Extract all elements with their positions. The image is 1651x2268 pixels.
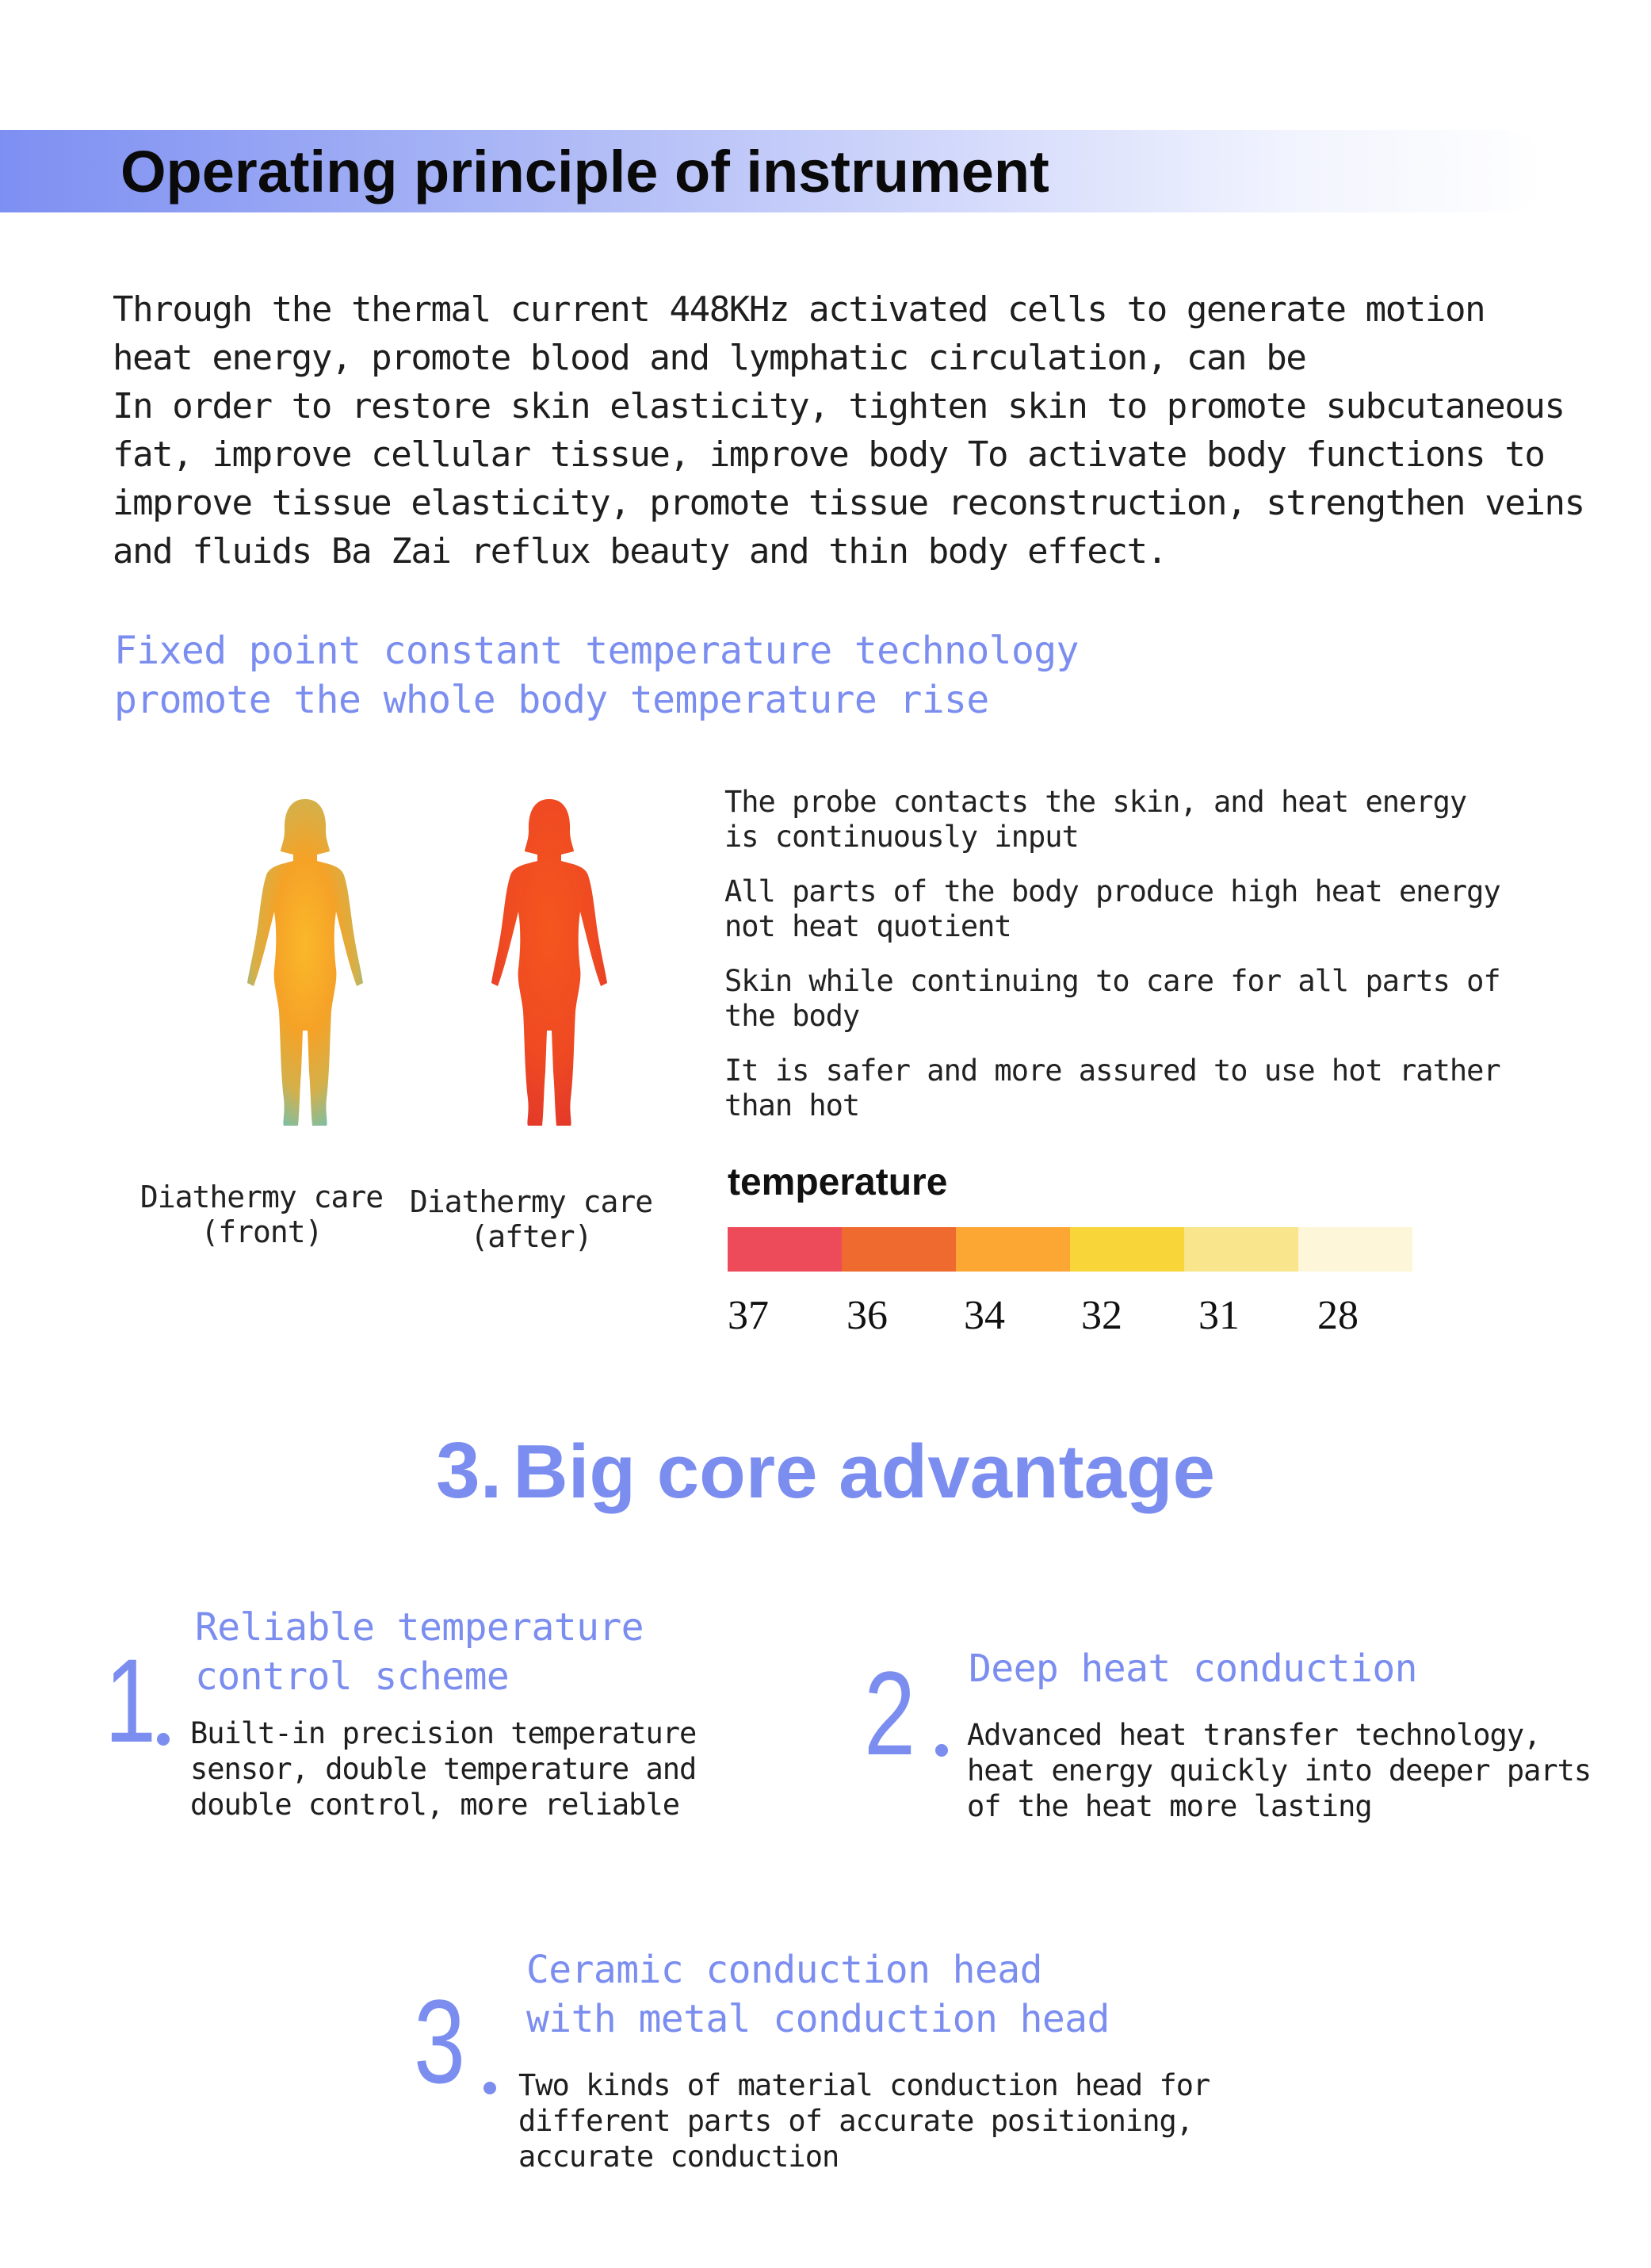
advantage-body xyxy=(967,1717,1591,1824)
core-advantage-heading xyxy=(0,1425,1651,1516)
temperature-value: 36 xyxy=(847,1293,888,1338)
subheading-line: Fixed point constant temperature technology xyxy=(114,629,1079,673)
advantage-body-line: Advanced heat transfer technology, xyxy=(967,1718,1541,1752)
advantage-title-line: Ceramic conduction head xyxy=(526,1948,1042,1992)
temperature-segment xyxy=(956,1227,1070,1272)
body-figure-after xyxy=(458,793,640,1134)
advantage-body-line: accurate conduction xyxy=(518,2140,839,2174)
advantage-title xyxy=(526,1945,1110,2044)
temperature-segment xyxy=(1184,1227,1298,1272)
advantage-body-line: heat energy quickly into deeper parts xyxy=(967,1754,1592,1788)
subheading-line: promote the whole body temperature rise xyxy=(114,678,989,722)
advantage-body-line: double control, more reliable xyxy=(190,1788,680,1822)
caption-line: Diathermy care xyxy=(139,1180,384,1214)
page-title: Operating principle of instrument xyxy=(120,139,1049,205)
temperature-segment xyxy=(1298,1227,1412,1272)
core-advantage-title: Big core advantage xyxy=(513,1429,1215,1514)
temperature-value: 34 xyxy=(964,1293,1005,1338)
caption-line: (front) xyxy=(201,1214,323,1249)
advantage-body-line: different parts of accurate positioning, xyxy=(518,2104,1194,2138)
temperature-segment xyxy=(842,1227,956,1272)
feature-point-line: than hot xyxy=(724,1088,860,1123)
advantage-dot xyxy=(483,2082,496,2094)
intro-line: and fluids Ba Zai reflux beauty and thin body effect. xyxy=(113,531,1167,572)
feature-point xyxy=(724,785,1612,855)
advantage-number: 3 xyxy=(414,1975,466,2108)
temperature-segment xyxy=(728,1227,842,1272)
feature-point-line: not heat quotient xyxy=(724,909,1011,943)
advantage-dot xyxy=(157,1733,170,1746)
advantage-body xyxy=(190,1715,696,1822)
feature-point-line: the body xyxy=(724,999,860,1033)
body-figure-front xyxy=(214,793,396,1134)
temperature-value: 31 xyxy=(1198,1293,1240,1338)
advantage-number: 1 xyxy=(105,1634,157,1767)
feature-point-line: All parts of the body produce high heat energy xyxy=(724,874,1500,908)
advantage-title-line: Reliable temperature xyxy=(195,1605,644,1650)
advantage-title-line: control scheme xyxy=(195,1654,510,1699)
advantage-title xyxy=(195,1603,644,1701)
temperature-segment xyxy=(1070,1227,1184,1272)
feature-point xyxy=(724,1054,1612,1123)
advantage-body-line: Two kinds of material conduction head for xyxy=(518,2068,1210,2102)
feature-point-line: The probe contacts the skin, and heat energy xyxy=(724,785,1467,819)
intro-line: Through the thermal current 448KHz activated cells to generate motion xyxy=(113,289,1485,330)
feature-point-line: is continuously input xyxy=(724,820,1079,854)
intro-line: fat, improve cellular tissue, improve body To activate body functions to xyxy=(113,434,1545,475)
caption-line: (after) xyxy=(470,1219,592,1254)
intro-line: In order to restore skin elasticity, tighten skin to promote subcutaneous xyxy=(113,386,1565,426)
caption-after xyxy=(404,1184,658,1254)
feature-point xyxy=(724,964,1612,1034)
feature-point xyxy=(724,874,1612,944)
advantage-body-line: of the heat more lasting xyxy=(967,1789,1372,1823)
caption-line: Diathermy care xyxy=(409,1184,653,1219)
intro-line: heat energy, promote blood and lymphatic circulation, can be xyxy=(113,338,1306,378)
feature-point-line: It is safer and more assured to use hot rather xyxy=(724,1054,1500,1088)
temperature-value: 37 xyxy=(728,1293,769,1338)
advantage-body-line: sensor, double temperature and xyxy=(190,1752,697,1786)
temperature-value: 28 xyxy=(1317,1293,1359,1338)
intro-line: improve tissue elasticity, promote tissue reconstruction, strengthen veins xyxy=(113,483,1584,523)
advantage-dot xyxy=(935,1744,948,1757)
advantage-body xyxy=(518,2067,1210,2174)
temperature-value: 32 xyxy=(1081,1293,1122,1338)
subheading xyxy=(114,626,1079,725)
advantage-title-line: Deep heat conduction xyxy=(969,1646,1417,1691)
temperature-scale-bar xyxy=(728,1227,1412,1272)
advantage-body-line: Built-in precision temperature xyxy=(190,1716,697,1750)
advantage-title-line: with metal conduction head xyxy=(526,1997,1110,2041)
advantage-number: 2 xyxy=(864,1646,916,1780)
intro-paragraph xyxy=(113,285,1603,576)
core-advantage-number: 3. xyxy=(435,1426,503,1515)
feature-points xyxy=(724,785,1612,1143)
feature-point-line: Skin while continuing to care for all parts of xyxy=(724,964,1500,998)
caption-front xyxy=(135,1180,388,1249)
temperature-label: temperature xyxy=(728,1161,948,1203)
advantage-title xyxy=(969,1644,1417,1693)
